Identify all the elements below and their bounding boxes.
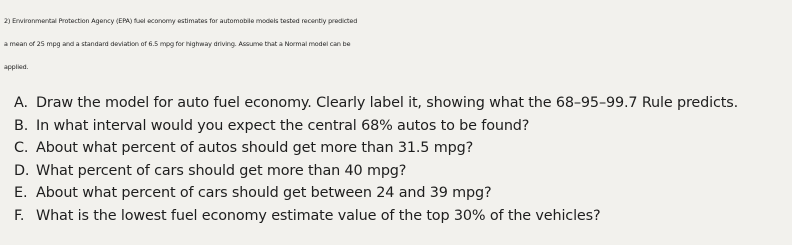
question-item-a — [14, 92, 738, 115]
question-letter: A. — [14, 95, 28, 111]
question-text: What is the lowest fuel economy estimate value of the top 30% of the vehicles? — [36, 207, 601, 224]
problem-line: 2) Environmental Protection Agency (EPA) fuel economy estimates for automobile models tested recently predicted — [4, 17, 358, 25]
question-item-b — [14, 115, 738, 138]
question-letter: E. — [14, 185, 28, 201]
question-letter: B. — [14, 117, 29, 134]
question-item-f — [14, 205, 738, 228]
problem-line: a mean of 25 mpg and a standard deviation of 6.5 mpg for highway driving. Assume that a Normal model can be — [4, 40, 351, 48]
question-text: About what percent of autos should get more than 31.5 mpg? — [36, 140, 474, 156]
question-text: In what interval would you expect the central 68% autos to be found? — [36, 117, 530, 134]
question-text: Draw the model for auto fuel economy. Clearly label it, showing what the 68–95–99.7 Rule predicts. — [36, 95, 738, 111]
problem-statement — [4, 10, 789, 79]
question-item-d — [14, 160, 738, 183]
question-letter: F. — [14, 207, 25, 224]
question-letter: D. — [14, 162, 30, 179]
problem-line: applied. — [4, 63, 29, 71]
question-text: What percent of cars should get more than 40 mpg? — [36, 162, 407, 179]
question-item-e — [14, 182, 738, 205]
question-item-c — [14, 137, 738, 160]
question-list — [14, 92, 738, 227]
question-letter: C. — [14, 140, 29, 156]
question-text: About what percent of cars should get between 24 and 39 mpg? — [36, 185, 492, 201]
